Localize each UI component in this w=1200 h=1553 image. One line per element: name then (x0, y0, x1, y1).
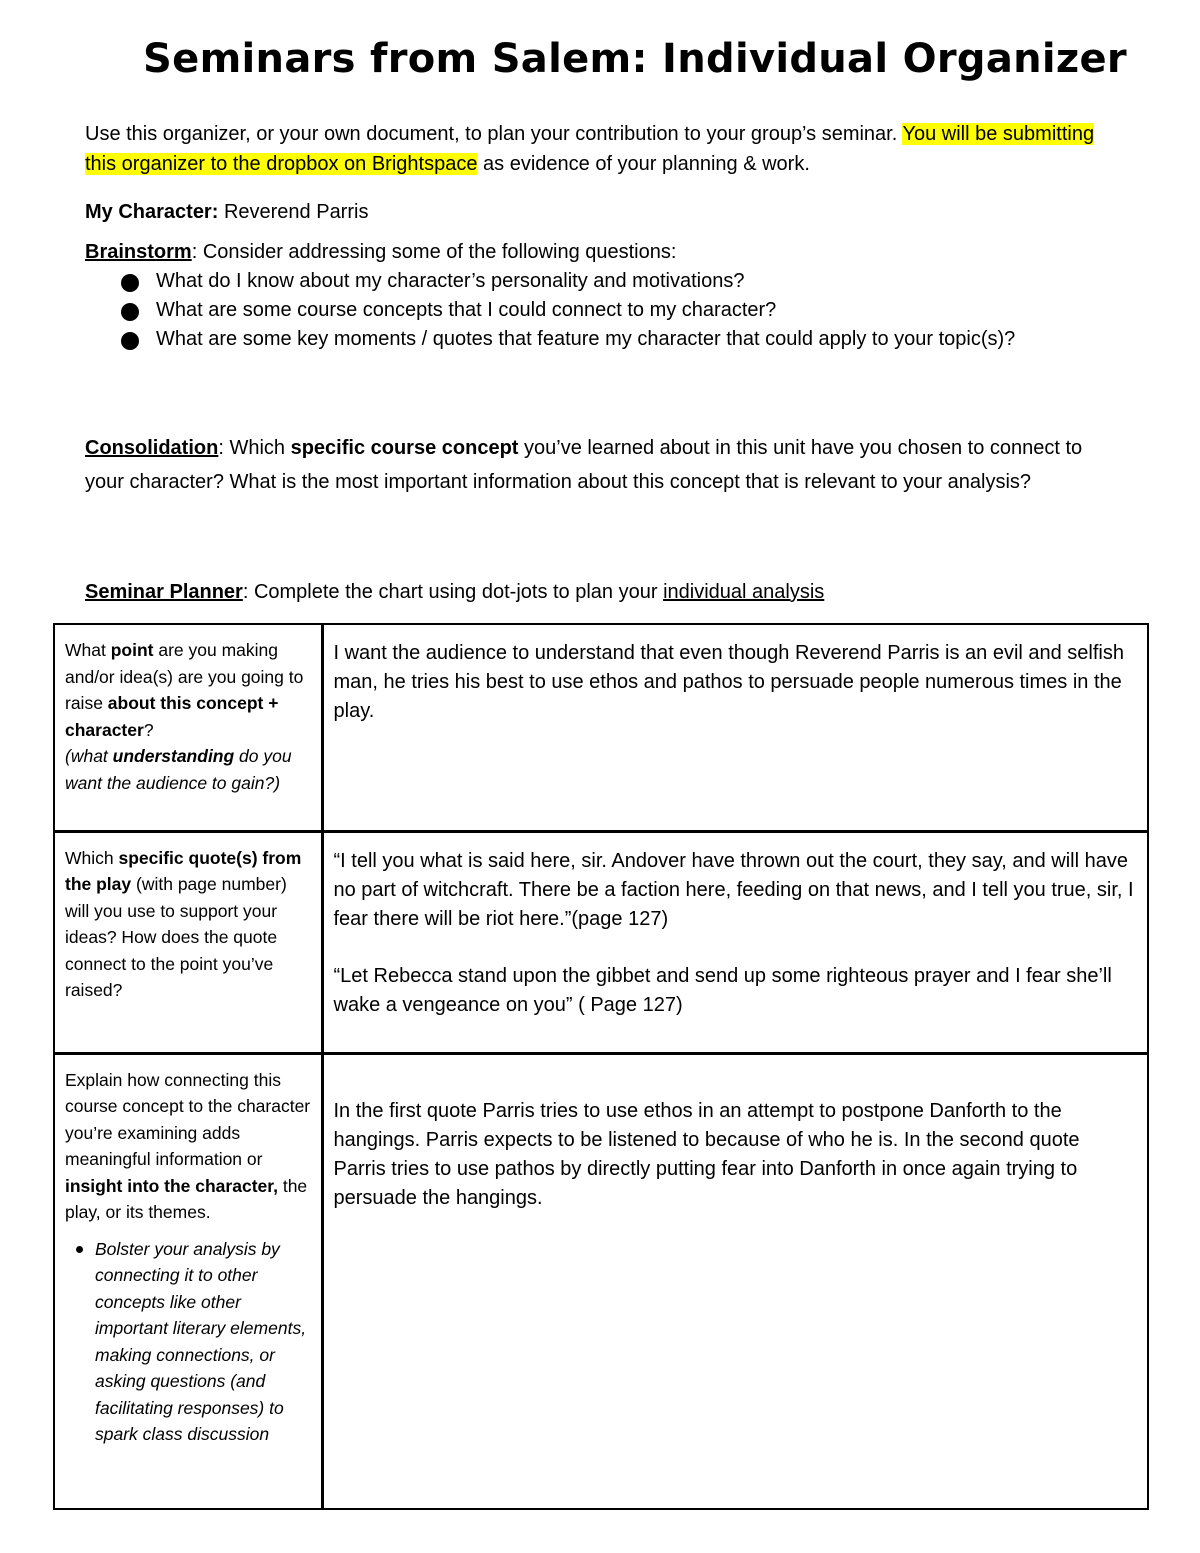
intro-text-end: as evidence of your planning & work. (477, 153, 810, 175)
prompt-text: (with page number) will you use to support your ideas? How does the quote connect to the point you’ve raised? (65, 874, 287, 1000)
character-line (85, 197, 1125, 227)
table-row (54, 1053, 1148, 1509)
point-answer-cell[interactable] (322, 624, 1148, 831)
intro-highlight: You will be submitting this organizer to the dropbox on Brightspace (85, 123, 1095, 175)
prompt-text: the play, or its themes. (65, 1175, 308, 1222)
prompt-bold: about this concept + character (65, 693, 279, 740)
prompt-bold: specific quote(s) from the play (65, 847, 302, 894)
prompt-italic: (what (65, 746, 113, 766)
quote-1: “I tell you what is said here, sir. Andover have thrown out the court, they say, and will have no part of witchcraft. There be a faction here, feeding on that news, and I tell you true, sir, I fear there will be riot here.”(page 127) (333, 849, 1134, 930)
prompt-bold: insight into the character, (65, 1175, 278, 1196)
consolidation-bold: specific course concept (290, 437, 519, 459)
insight-answer-cell[interactable] (322, 1053, 1148, 1509)
brainstorm-list (85, 267, 1125, 354)
intro-paragraph (85, 119, 1125, 179)
consolidation-text-end: you’ve learned about in this unit have you chosen to connect to your character? What is the most important information about this concept that is relevant to your analysis? (85, 437, 1083, 493)
prompt-text: ? (143, 719, 154, 740)
page-title: Seminars from Salem: Individual Organizer (143, 36, 1127, 82)
table-row (54, 624, 1148, 831)
brainstorm-question: What are some course concepts that I could connect to my character? (85, 296, 1125, 325)
quote-prompt-cell (54, 831, 322, 1053)
consolidation-section (85, 431, 1125, 499)
prompt-italic-bold: understanding (112, 746, 235, 766)
quote-2: “Let Rebecca stand upon the gibbet and send up some righteous prayer and I fear she’ll wake a vengeance on you” ( Page 127) (333, 964, 1112, 1016)
consolidation-label: Consolidation (85, 437, 219, 459)
brainstorm-question: What are some key moments / quotes that feature my character that could apply to your topic(s)? (85, 325, 1125, 354)
insight-answer: In the first quote Parris tries to use ethos in an attempt to postpone Danforth to the hangings. Parris expects to be listened to because of who he is. In the second quote Parris tries to use pathos by directly putting fear into Danforth in once again trying to persuade the hangings. (333, 1099, 1080, 1209)
planner-underlined: individual analysis (663, 581, 825, 603)
planner-label: Seminar Planner (85, 581, 243, 603)
quote-answer-cell[interactable] (322, 831, 1148, 1053)
prompt-bullet-list (65, 1236, 313, 1448)
planner-heading (85, 577, 1125, 607)
prompt-bullet: Bolster your analysis by connecting it to other concepts like other important literary elements, making connections, or asking questions (and facilitating responses) to spark class discussion (65, 1236, 313, 1448)
brainstorm-section (85, 238, 1125, 354)
intro-text: Use this organizer, or your own document, to plan your contribution to your group’s seminar. (85, 123, 903, 145)
brainstorm-question: What do I know about my character’s personality and motivations? (85, 267, 1125, 296)
point-prompt-cell (54, 624, 322, 831)
consolidation-text: : Which (218, 437, 291, 459)
table-row (54, 831, 1148, 1053)
character-label: My Character: (85, 201, 219, 223)
point-answer: I want the audience to understand that even though Reverend Parris is an evil and selfish man, he tries his best to use ethos and pathos to persuade people numerous times in the play. (333, 642, 1124, 722)
prompt-italic: do you want the audience to gain?) (65, 746, 292, 793)
seminar-planner-table (53, 623, 1149, 1510)
brainstorm-prompt: : Consider addressing some of the following questions: (191, 241, 677, 263)
prompt-bold: point (110, 640, 154, 660)
prompt-text: What (65, 640, 111, 660)
prompt-text: Which (65, 847, 119, 868)
brainstorm-label: Brainstorm (85, 241, 192, 263)
prompt-text: Explain how connecting this course concept to the character you’re examining adds meaningful information or (65, 1069, 311, 1169)
planner-text: : Complete the chart using dot-jots to plan your (242, 581, 664, 603)
prompt-text: are you making and/or idea(s) are you going to raise (65, 640, 304, 713)
character-value: Reverend Parris (218, 201, 369, 223)
insight-prompt-cell (54, 1053, 322, 1509)
